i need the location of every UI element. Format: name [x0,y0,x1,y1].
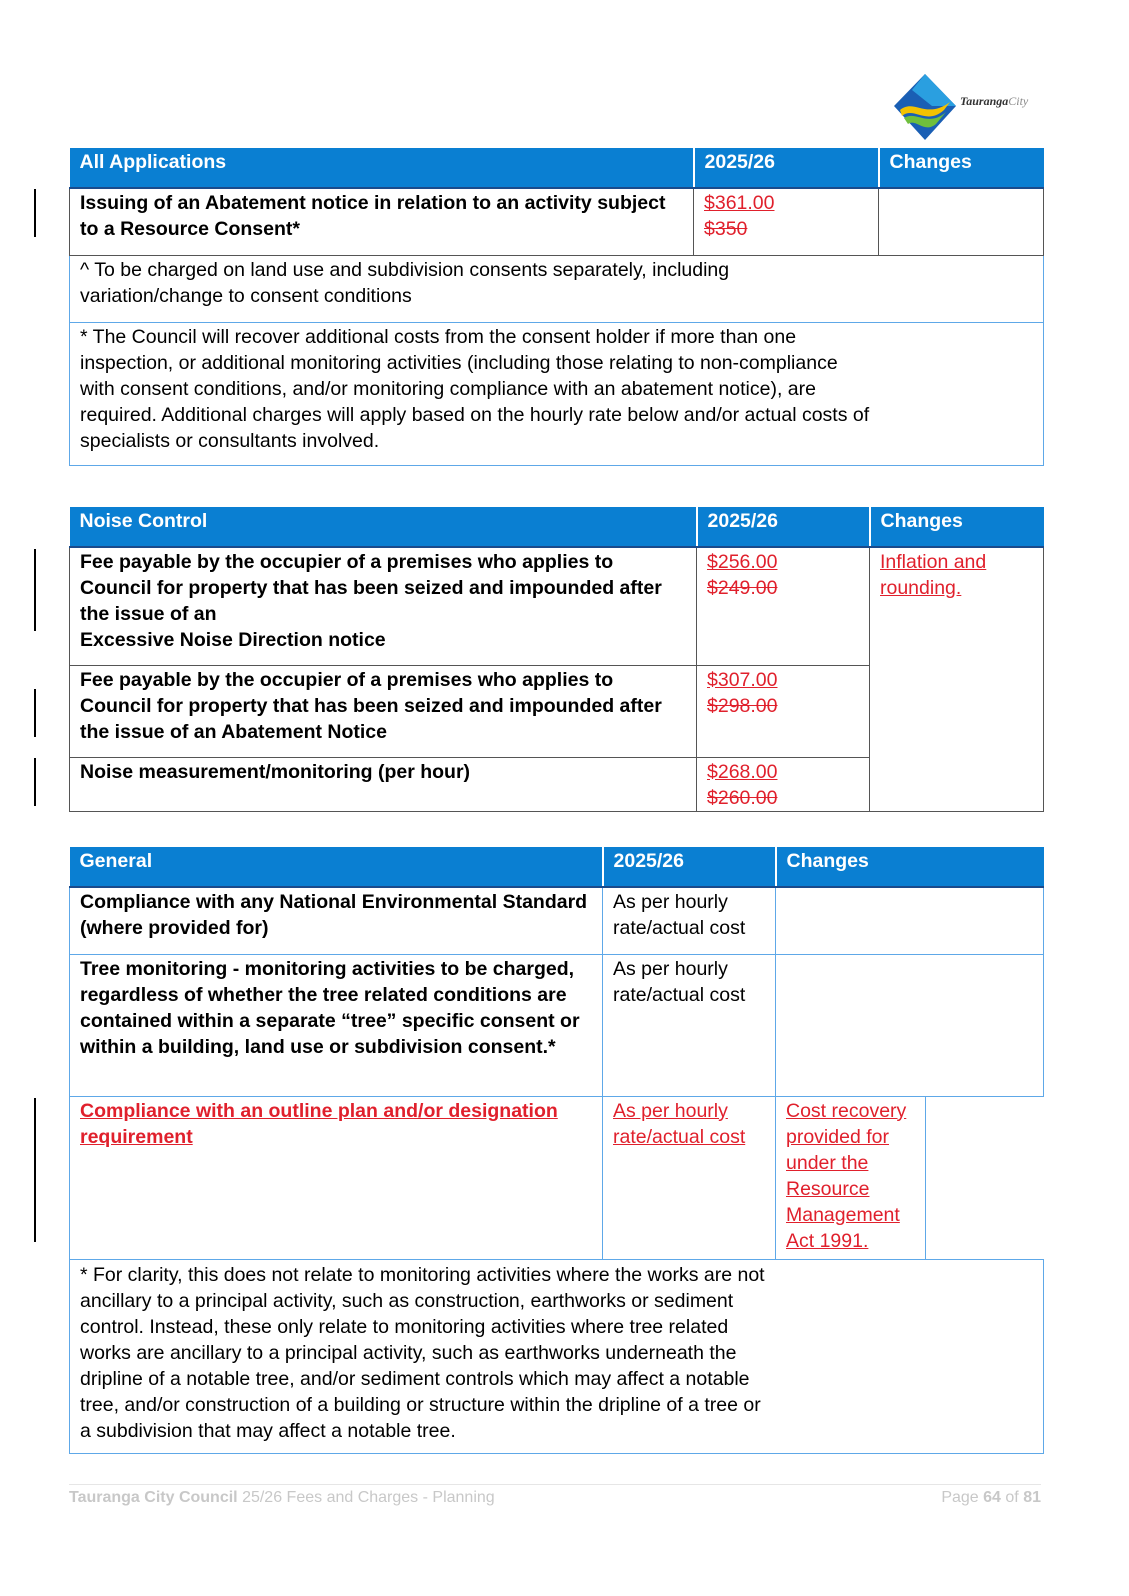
empty-cell [926,1096,1044,1259]
table-row [70,255,1044,322]
fee-amount [697,547,870,665]
page-footer [69,1484,1041,1507]
table-row [70,954,1044,1096]
change-note: Inflation and rounding. [870,547,1044,811]
column-header-fee: 2025/26 [697,507,870,547]
change-bar [34,549,36,631]
old-fee: $260.00 [707,786,778,809]
column-header-changes: Changes [870,507,1044,547]
change-note [776,954,1044,1096]
logo-wordmark: TaurangaCity [960,94,1029,108]
fee-amount: As per hourly rate/actual cost [603,1096,776,1259]
column-header-item: All Applications [70,148,694,188]
fee-item: Tree monitoring - monitoring activities to be charged, regardless of whether the tree related conditions are contained within a separate “tree” specific consent or within a building, land use or subdivision consent.* [70,954,603,1096]
fee-item: Compliance with any National Environmental Standard (where provided for) [70,887,603,954]
change-bar [34,758,36,806]
column-header-changes: Changes [879,148,1044,188]
change-bar [34,1098,36,1242]
footer-title: Tauranga City Council 25/26 Fees and Charges - Planning [69,1489,495,1506]
column-header-item: Noise Control [70,507,697,547]
footnote: * For clarity, this does not relate to monitoring activities where the works are not ancillary to a principal activity, such as construction, earthworks or sediment control. Instead, these only relate to monitoring activities where tree related works are ancillary to a principal activity, such as earthworks underneath the dripline of a notable tree, and/or sediment controls which may affect a notable tree, and/or construction of a building or structure within the dripline of a tree or a subdivision that may affect a notable tree. [70,1259,1044,1453]
fee-item: Issuing of an Abatement notice in relation to an activity subject to a Resource Consent* [70,188,694,255]
general-table [69,847,1044,1454]
fee-amount [694,188,879,255]
change-note [879,188,1044,255]
noise-control-table [69,507,1044,812]
change-bar [34,189,36,237]
column-header-fee: 2025/26 [694,148,879,188]
fee-item: Noise measurement/monitoring (per hour) [70,757,697,811]
new-fee: $256.00 [707,551,778,573]
table-header-row [70,148,1044,188]
fee-amount: As per hourly rate/actual cost [603,954,776,1096]
column-header-changes: Changes [776,847,1044,887]
new-fee: $361.00 [704,192,775,214]
council-logo [892,72,1072,146]
change-note [776,887,1044,954]
new-fee: $268.00 [707,760,778,783]
table-row [70,547,1044,665]
fee-amount [697,665,870,757]
table-row [70,887,1044,954]
footnote: * The Council will recover additional costs from the consent holder if more than one inspection, or additional monitoring activities (including those relating to non-compliance with consent conditions, and/or monitoring compliance with an abatement notice), are required. Additional charges will apply based on the hourly rate below and/or actual costs of specialists or consultants involved. [70,322,1044,465]
all-applications-table [69,148,1044,466]
table-row [70,188,1044,255]
change-bar [34,689,36,737]
fee-item: Fee payable by the occupier of a premises who applies to Council for property that has been seized and impounded after the issue of an Abatement Notice [70,665,697,757]
table-row [70,1096,1044,1259]
table-row [70,1259,1044,1453]
table-row [70,322,1044,465]
new-fee: $307.00 [707,668,778,691]
fee-amount: As per hourly rate/actual cost [603,887,776,954]
old-fee: $249.00 [707,577,778,599]
column-header-item: General [70,847,603,887]
table-header-row [70,507,1044,547]
footnote: ^ To be charged on land use and subdivision consents separately, including variation/change to consent conditions [70,255,1044,322]
logo-mark-icon [892,72,958,142]
page-number: Page 64 of 81 [941,1489,1041,1506]
column-header-fee: 2025/26 [603,847,776,887]
fee-item: Fee payable by the occupier of a premises who applies to Council for property that has been seized and impounded after the issue of an Excessive Noise Direction notice [70,547,697,665]
old-fee: $298.00 [707,694,778,717]
fee-item: Compliance with an outline plan and/or designation requirement [70,1096,603,1259]
table-header-row [70,847,1044,887]
fee-amount [697,757,870,811]
old-fee: $350 [704,218,748,240]
change-note: Cost recovery provided for under the Resource Management Act 1991. [776,1096,926,1259]
